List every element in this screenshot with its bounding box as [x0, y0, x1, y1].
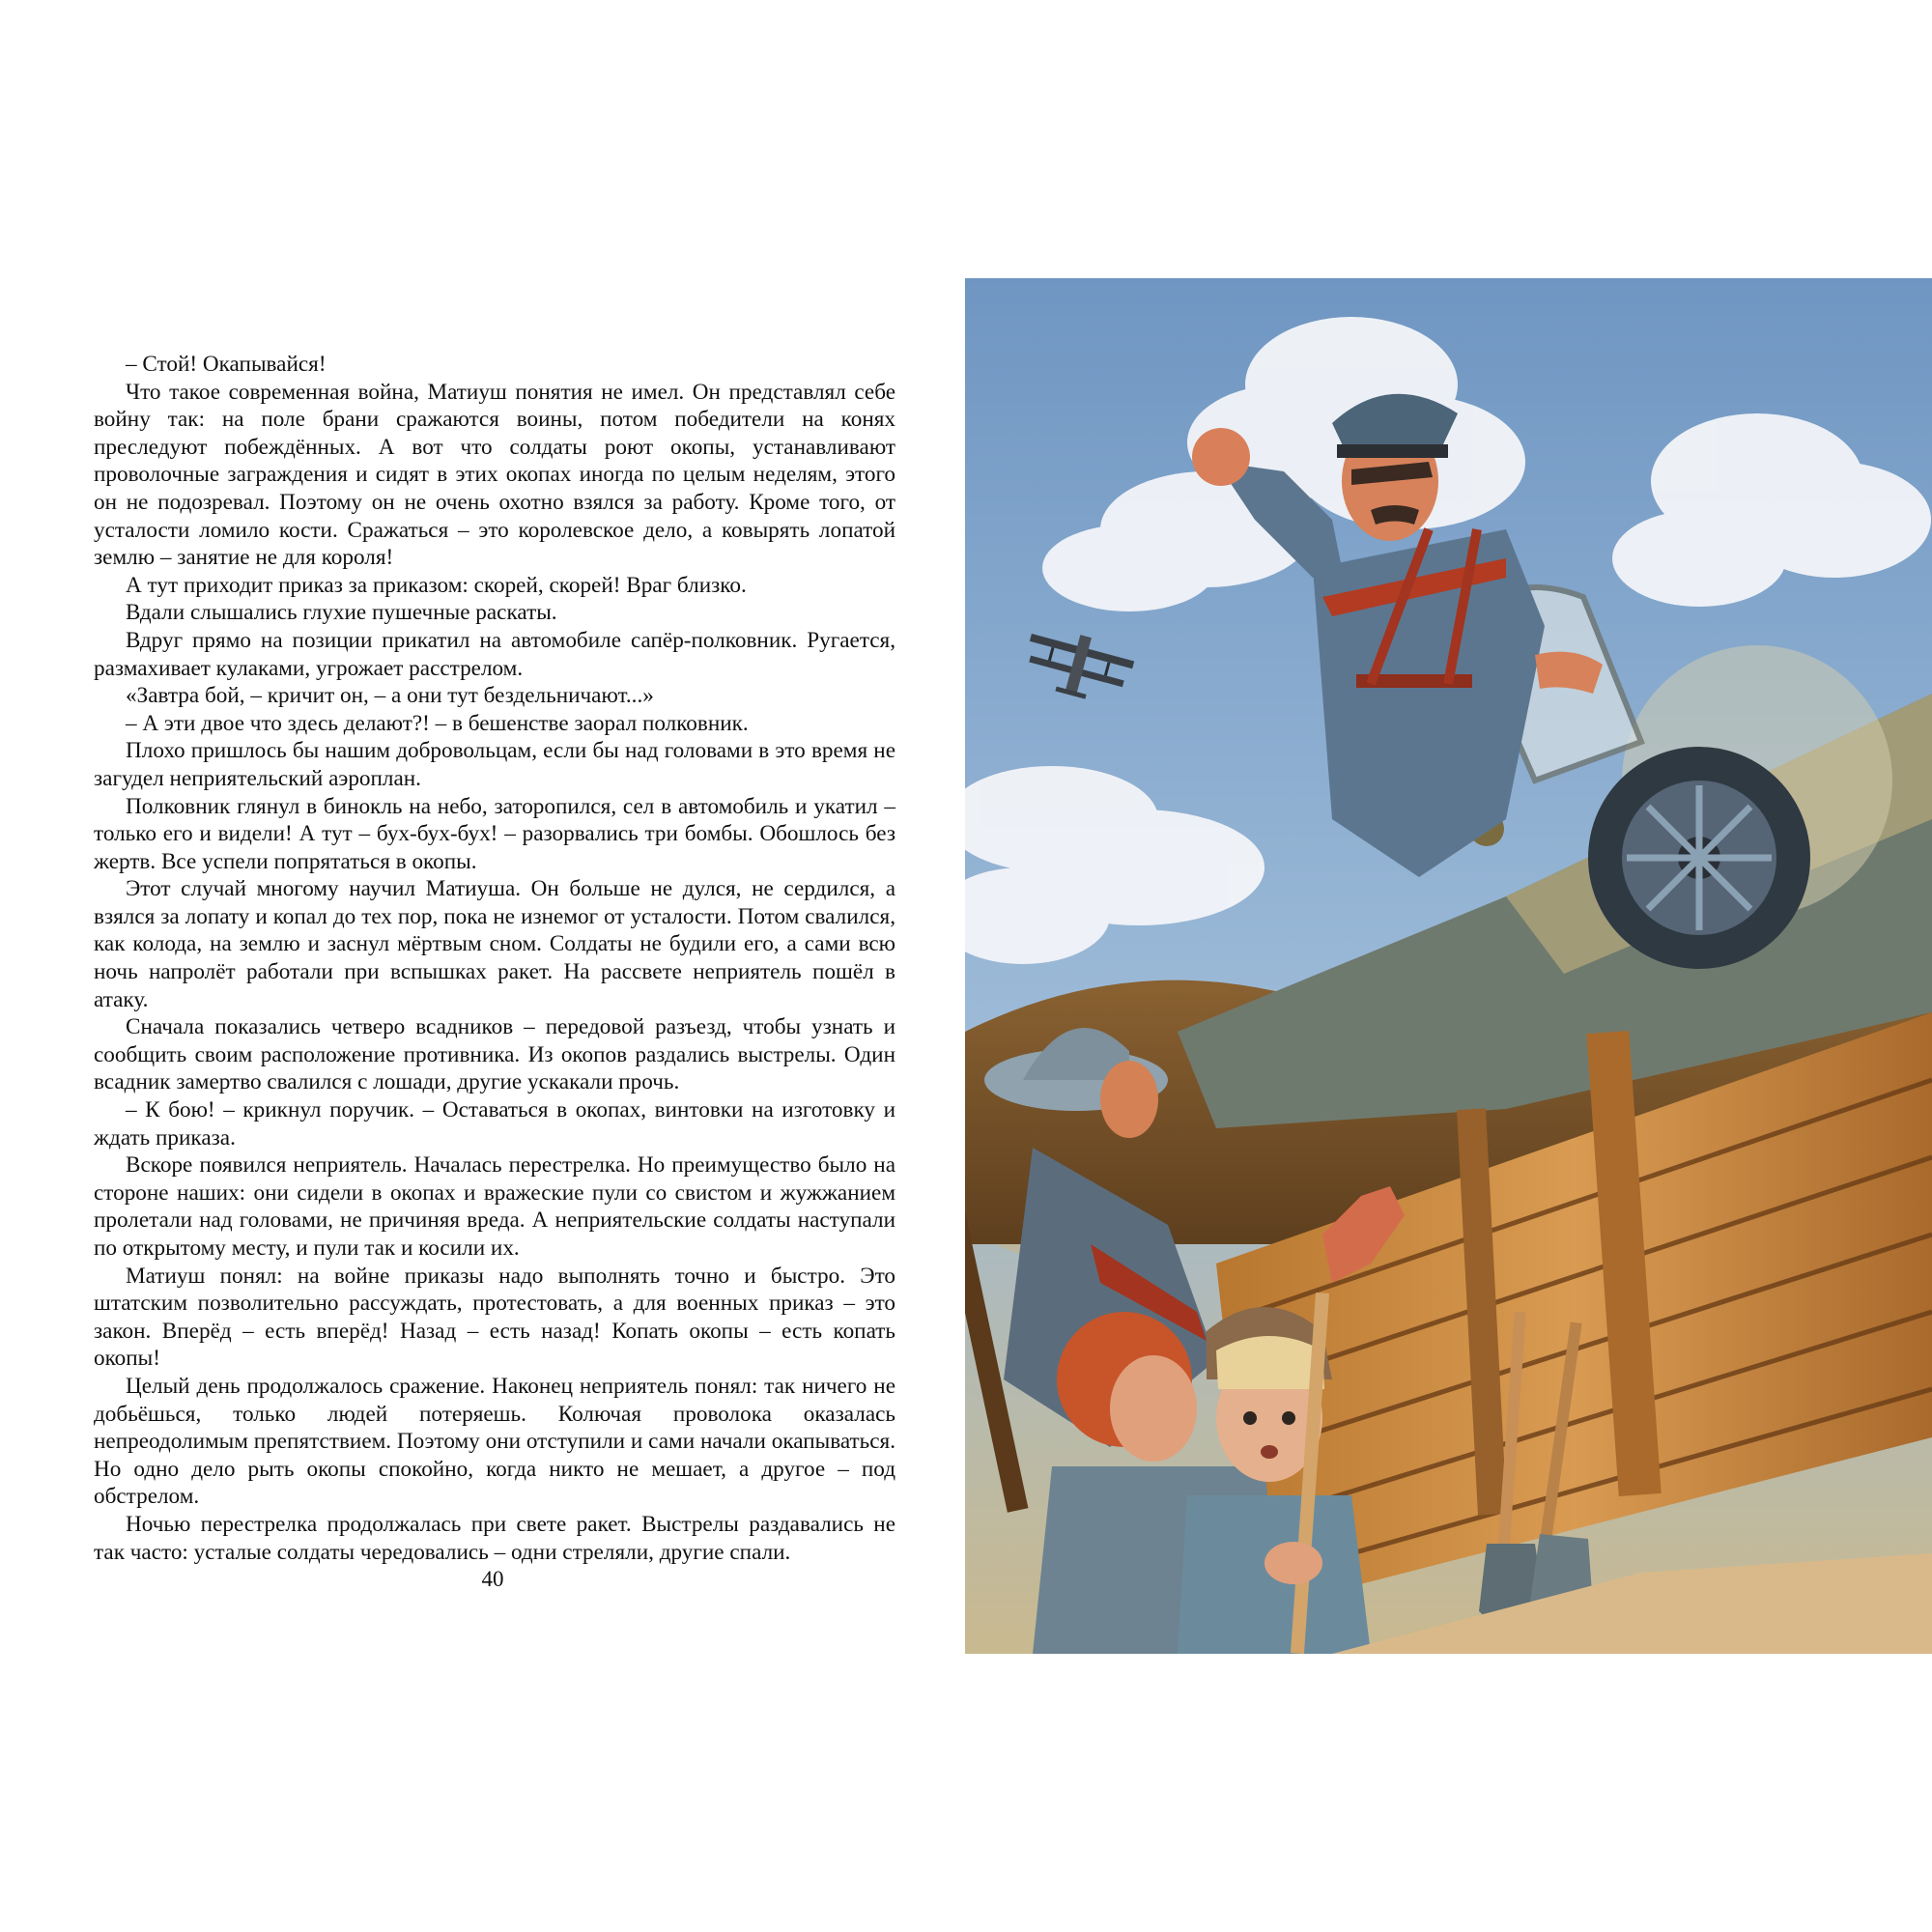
paragraph: Ночью перестрелка продолжалась при свете ракет. Выстрелы раздавались не так часто: усталые солдаты чередовались – одни стреляли, другие спали. [94, 1511, 895, 1565]
illustration [965, 278, 1932, 1654]
paragraph: Вдали слышались глухие пушечные раскаты. [126, 600, 557, 626]
paragraph: Вдруг прямо на позиции прикатил на автомобиле сапёр-полковник. Ругается, размахивает кулаками, угрожает расстрелом. [94, 627, 895, 681]
paragraph: Полковник глянул в бинокль на небо, заторопился, сел в автомобиль и укатил – только его и видели! А тут – бух-бух-бух! – разорвались три бомбы. Обошлось без жертв. Все успели попрятаться в окопы. [94, 793, 895, 874]
trench-scene-picture [965, 278, 1932, 1654]
body-text [94, 351, 895, 1566]
paragraph: «Завтра бой, – кричит он, – а они тут бездельничают...» [126, 683, 654, 709]
paragraph: Что такое современная война, Матиуш понятия не имел. Он представлял себе войну так: на поле брани сражаются воины, потом победители на конях преследуют побеждённых. А вот что солдаты роют окопы, устанавливают проволочные заграждения и сидят в этих окопах иногда по целым неделям, этого он не подозревал. Поэтому он не очень охотно взялся за работу. Кроме того, от усталости ломило кости. Сражаться – это королевское дело, а ковырять лопатой землю – занятие не для короля! [94, 379, 895, 571]
paragraph: – К бою! – крикнул поручик. – Оставаться в окопах, винтовки на изготовку и ждать приказа. [94, 1097, 895, 1151]
paragraph: Целый день продолжалось сражение. Наконец неприятель понял: так ничего не добьёшься, только людей потеряешь. Колючая проволока оказалась непреодолимым препятствием. Поэтому они отступили и сами начали окапываться. Но одно дело рыть окопы спокойно, когда никто не мешает, а другое – под обстрелом. [94, 1373, 895, 1510]
paragraph: Сначала показались четверо всадников – передовой разъезд, чтобы узнать и сообщить своим расположение противника. Из окопов раздались выстрелы. Один всадник замертво свалился с лошади, другие ускакали прочь. [94, 1014, 895, 1095]
paragraph: Матиуш понял: на войне приказы надо выполнять точно и быстро. Это штатским позволительно рассуждать, протестовать, а для военных приказ – это закон. Вперёд – есть вперёд! Назад – есть назад! Копать окопы – есть копать окопы! [94, 1263, 895, 1372]
paragraph: Плохо пришлось бы нашим добровольцам, если бы над головами в это время не загудел неприятельский аэроплан. [94, 738, 895, 791]
paragraph: – Стой! Окапывайся! [126, 352, 327, 377]
paragraph: – А эти двое что здесь делают?! – в бешенстве заорал полковник. [126, 710, 749, 736]
paragraph: Вскоре появился неприятель. Началась перестрелка. Но преимущество было на стороне наших: они сидели в окопах и вражеские пули со свистом и жужжанием пролетали над головами, не причиняя вреда. А неприятельские солдаты наступали по открытому месту, и пули так и косили их. [94, 1152, 895, 1261]
paragraph: А тут приходит приказ за приказом: скорей, скорей! Враг близко. [126, 572, 747, 598]
paragraph: Этот случай многому научил Матиуша. Он больше не дулся, не сердился, а взялся за лопату и копал до тех пор, пока не изнемог от усталости. Потом свалился, как колода, на землю и заснул мёртвым сном. Солдаты не будили его, а сами всю ночь напролёт работали при вспышках ракет. На рассвете неприятель пошёл в атаку. [94, 876, 895, 1012]
page-number: 40 [481, 1567, 504, 1591]
